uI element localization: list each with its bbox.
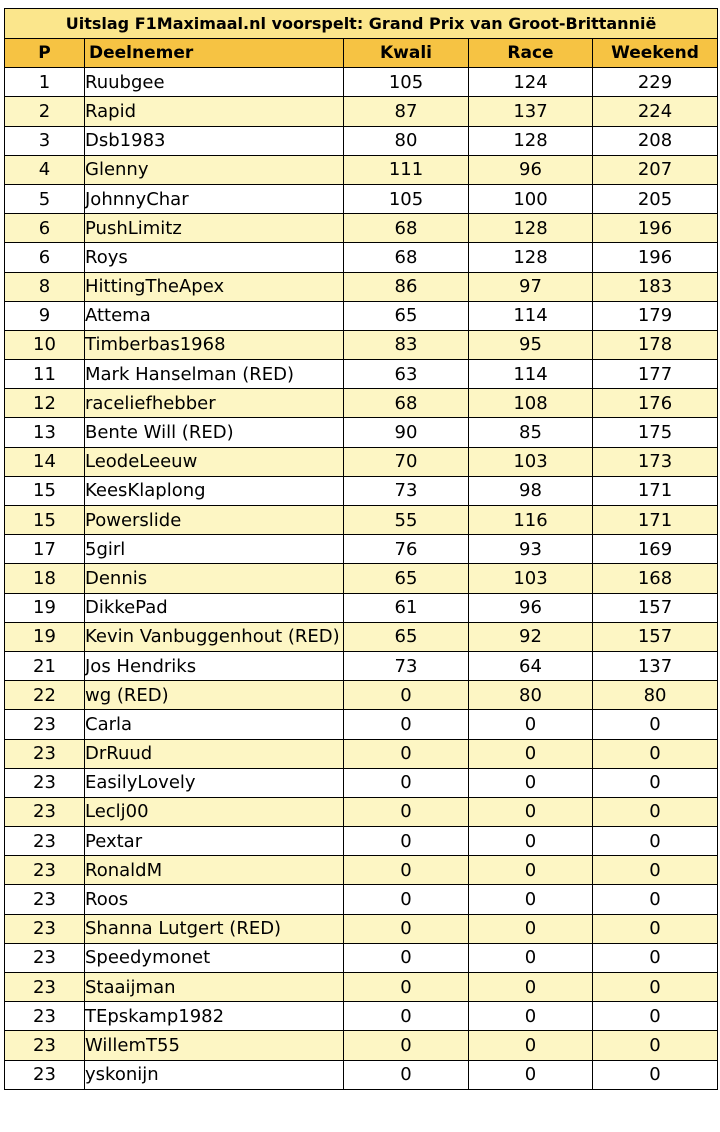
kwali-cell: 0 xyxy=(344,1002,469,1031)
weekend-cell: 173 xyxy=(593,447,718,476)
weekend-cell: 179 xyxy=(593,301,718,330)
table-row xyxy=(5,535,718,564)
participant-cell: Kevin Vanbuggenhout (RED) xyxy=(85,622,344,651)
results-body xyxy=(5,68,718,1090)
weekend-cell: 157 xyxy=(593,622,718,651)
position-cell: 5 xyxy=(5,184,85,213)
weekend-cell: 0 xyxy=(593,710,718,739)
table-row xyxy=(5,476,718,505)
participant-cell: Roos xyxy=(85,885,344,914)
position-cell: 6 xyxy=(5,243,85,272)
table-row xyxy=(5,593,718,622)
position-cell: 23 xyxy=(5,973,85,1002)
weekend-cell: 171 xyxy=(593,476,718,505)
participant-cell: Speedymonet xyxy=(85,943,344,972)
kwali-cell: 0 xyxy=(344,973,469,1002)
table-row xyxy=(5,1060,718,1089)
participant-cell: JohnnyChar xyxy=(85,184,344,213)
table-row xyxy=(5,564,718,593)
weekend-cell: 208 xyxy=(593,126,718,155)
race-cell: 114 xyxy=(469,360,593,389)
kwali-cell: 76 xyxy=(344,535,469,564)
race-cell: 85 xyxy=(469,418,593,447)
race-cell: 98 xyxy=(469,476,593,505)
table-row xyxy=(5,943,718,972)
table-row xyxy=(5,447,718,476)
position-cell: 18 xyxy=(5,564,85,593)
position-cell: 2 xyxy=(5,97,85,126)
kwali-cell: 0 xyxy=(344,768,469,797)
weekend-cell: 0 xyxy=(593,1031,718,1060)
position-cell: 13 xyxy=(5,418,85,447)
race-cell: 93 xyxy=(469,535,593,564)
column-header-race: Race xyxy=(469,39,593,68)
kwali-cell: 105 xyxy=(344,68,469,97)
kwali-cell: 0 xyxy=(344,827,469,856)
position-cell: 23 xyxy=(5,885,85,914)
race-cell: 0 xyxy=(469,1060,593,1089)
participant-cell: PushLimitz xyxy=(85,214,344,243)
participant-cell: Attema xyxy=(85,301,344,330)
participant-cell: KeesKlaplong xyxy=(85,476,344,505)
participant-cell: Ruubgee xyxy=(85,68,344,97)
participant-cell: Mark Hanselman (RED) xyxy=(85,360,344,389)
participant-cell: DrRuud xyxy=(85,739,344,768)
weekend-cell: 196 xyxy=(593,243,718,272)
kwali-cell: 0 xyxy=(344,710,469,739)
race-cell: 124 xyxy=(469,68,593,97)
weekend-cell: 196 xyxy=(593,214,718,243)
kwali-cell: 68 xyxy=(344,389,469,418)
kwali-cell: 86 xyxy=(344,272,469,301)
weekend-cell: 224 xyxy=(593,97,718,126)
race-cell: 114 xyxy=(469,301,593,330)
table-row xyxy=(5,506,718,535)
participant-cell: Carla xyxy=(85,710,344,739)
participant-cell: Staaijman xyxy=(85,973,344,1002)
race-cell: 103 xyxy=(469,447,593,476)
weekend-cell: 205 xyxy=(593,184,718,213)
position-cell: 6 xyxy=(5,214,85,243)
race-cell: 64 xyxy=(469,651,593,680)
participant-cell: wg (RED) xyxy=(85,681,344,710)
table-row xyxy=(5,1002,718,1031)
position-cell: 10 xyxy=(5,330,85,359)
weekend-cell: 171 xyxy=(593,506,718,535)
participant-cell: TEpskamp1982 xyxy=(85,1002,344,1031)
participant-cell: Timberbas1968 xyxy=(85,330,344,359)
race-cell: 128 xyxy=(469,126,593,155)
table-row xyxy=(5,914,718,943)
table-row xyxy=(5,389,718,418)
position-cell: 23 xyxy=(5,856,85,885)
race-cell: 0 xyxy=(469,973,593,1002)
kwali-cell: 63 xyxy=(344,360,469,389)
weekend-cell: 0 xyxy=(593,856,718,885)
race-cell: 0 xyxy=(469,1002,593,1031)
kwali-cell: 65 xyxy=(344,301,469,330)
position-cell: 23 xyxy=(5,739,85,768)
table-row xyxy=(5,622,718,651)
table-row xyxy=(5,126,718,155)
race-cell: 92 xyxy=(469,622,593,651)
participant-cell: EasilyLovely xyxy=(85,768,344,797)
race-cell: 0 xyxy=(469,739,593,768)
race-cell: 116 xyxy=(469,506,593,535)
position-cell: 11 xyxy=(5,360,85,389)
position-cell: 3 xyxy=(5,126,85,155)
column-header-deelnemer: Deelnemer xyxy=(85,39,344,68)
kwali-cell: 80 xyxy=(344,126,469,155)
participant-cell: Rapid xyxy=(85,97,344,126)
position-cell: 15 xyxy=(5,506,85,535)
kwali-cell: 65 xyxy=(344,622,469,651)
kwali-cell: 68 xyxy=(344,214,469,243)
weekend-cell: 0 xyxy=(593,768,718,797)
position-cell: 23 xyxy=(5,1002,85,1031)
race-cell: 0 xyxy=(469,797,593,826)
race-cell: 0 xyxy=(469,914,593,943)
participant-cell: 5girl xyxy=(85,535,344,564)
table-row xyxy=(5,856,718,885)
position-cell: 23 xyxy=(5,943,85,972)
table-row xyxy=(5,1031,718,1060)
participant-cell: Bente Will (RED) xyxy=(85,418,344,447)
kwali-cell: 70 xyxy=(344,447,469,476)
position-cell: 19 xyxy=(5,622,85,651)
title-row xyxy=(5,9,718,39)
position-cell: 14 xyxy=(5,447,85,476)
race-cell: 0 xyxy=(469,1031,593,1060)
table-row xyxy=(5,651,718,680)
weekend-cell: 0 xyxy=(593,943,718,972)
weekend-cell: 0 xyxy=(593,827,718,856)
position-cell: 4 xyxy=(5,155,85,184)
weekend-cell: 168 xyxy=(593,564,718,593)
weekend-cell: 0 xyxy=(593,1060,718,1089)
participant-cell: Pextar xyxy=(85,827,344,856)
weekend-cell: 178 xyxy=(593,330,718,359)
table-row xyxy=(5,360,718,389)
kwali-cell: 73 xyxy=(344,651,469,680)
race-cell: 103 xyxy=(469,564,593,593)
position-cell: 21 xyxy=(5,651,85,680)
kwali-cell: 0 xyxy=(344,1031,469,1060)
column-header-kwali: Kwali xyxy=(344,39,469,68)
participant-cell: Dsb1983 xyxy=(85,126,344,155)
weekend-cell: 176 xyxy=(593,389,718,418)
column-header-weekend: Weekend xyxy=(593,39,718,68)
participant-cell: Glenny xyxy=(85,155,344,184)
table-row xyxy=(5,768,718,797)
kwali-cell: 65 xyxy=(344,564,469,593)
table-row xyxy=(5,973,718,1002)
weekend-cell: 175 xyxy=(593,418,718,447)
position-cell: 8 xyxy=(5,272,85,301)
table-row xyxy=(5,243,718,272)
position-cell: 9 xyxy=(5,301,85,330)
participant-cell: RonaldM xyxy=(85,856,344,885)
table-row xyxy=(5,155,718,184)
participant-cell: LeodeLeeuw xyxy=(85,447,344,476)
weekend-cell: 137 xyxy=(593,651,718,680)
position-cell: 23 xyxy=(5,797,85,826)
kwali-cell: 111 xyxy=(344,155,469,184)
results-table xyxy=(4,8,718,1090)
position-cell: 12 xyxy=(5,389,85,418)
kwali-cell: 0 xyxy=(344,739,469,768)
column-header-p: P xyxy=(5,39,85,68)
table-row xyxy=(5,885,718,914)
table-row xyxy=(5,710,718,739)
participant-cell: Roys xyxy=(85,243,344,272)
race-cell: 108 xyxy=(469,389,593,418)
participant-cell: raceliefhebber xyxy=(85,389,344,418)
table-row xyxy=(5,330,718,359)
weekend-cell: 229 xyxy=(593,68,718,97)
kwali-cell: 90 xyxy=(344,418,469,447)
kwali-cell: 55 xyxy=(344,506,469,535)
kwali-cell: 0 xyxy=(344,797,469,826)
table-row xyxy=(5,681,718,710)
race-cell: 0 xyxy=(469,885,593,914)
weekend-cell: 0 xyxy=(593,797,718,826)
race-cell: 100 xyxy=(469,184,593,213)
table-row xyxy=(5,272,718,301)
race-cell: 95 xyxy=(469,330,593,359)
race-cell: 0 xyxy=(469,856,593,885)
weekend-cell: 183 xyxy=(593,272,718,301)
table-row xyxy=(5,184,718,213)
weekend-cell: 80 xyxy=(593,681,718,710)
participant-cell: Dennis xyxy=(85,564,344,593)
table-row xyxy=(5,214,718,243)
race-cell: 80 xyxy=(469,681,593,710)
kwali-cell: 0 xyxy=(344,1060,469,1089)
participant-cell: Powerslide xyxy=(85,506,344,535)
kwali-cell: 0 xyxy=(344,681,469,710)
table-row xyxy=(5,739,718,768)
participant-cell: HittingTheApex xyxy=(85,272,344,301)
table-title: Uitslag F1Maximaal.nl voorspelt: Grand Prix van Groot-Brittannië xyxy=(5,9,718,39)
race-cell: 128 xyxy=(469,243,593,272)
kwali-cell: 0 xyxy=(344,943,469,972)
kwali-cell: 73 xyxy=(344,476,469,505)
race-cell: 0 xyxy=(469,768,593,797)
table-row xyxy=(5,797,718,826)
race-cell: 0 xyxy=(469,943,593,972)
weekend-cell: 177 xyxy=(593,360,718,389)
participant-cell: WillemT55 xyxy=(85,1031,344,1060)
weekend-cell: 0 xyxy=(593,973,718,1002)
kwali-cell: 105 xyxy=(344,184,469,213)
weekend-cell: 169 xyxy=(593,535,718,564)
kwali-cell: 87 xyxy=(344,97,469,126)
kwali-cell: 68 xyxy=(344,243,469,272)
weekend-cell: 0 xyxy=(593,885,718,914)
race-cell: 97 xyxy=(469,272,593,301)
position-cell: 1 xyxy=(5,68,85,97)
race-cell: 128 xyxy=(469,214,593,243)
kwali-cell: 83 xyxy=(344,330,469,359)
race-cell: 96 xyxy=(469,593,593,622)
race-cell: 0 xyxy=(469,827,593,856)
kwali-cell: 0 xyxy=(344,914,469,943)
position-cell: 23 xyxy=(5,827,85,856)
weekend-cell: 157 xyxy=(593,593,718,622)
position-cell: 23 xyxy=(5,768,85,797)
kwali-cell: 61 xyxy=(344,593,469,622)
position-cell: 22 xyxy=(5,681,85,710)
header-row xyxy=(5,39,718,68)
position-cell: 23 xyxy=(5,1060,85,1089)
weekend-cell: 0 xyxy=(593,914,718,943)
kwali-cell: 0 xyxy=(344,856,469,885)
weekend-cell: 0 xyxy=(593,739,718,768)
participant-cell: DikkePad xyxy=(85,593,344,622)
participant-cell: Jos Hendriks xyxy=(85,651,344,680)
position-cell: 23 xyxy=(5,710,85,739)
race-cell: 137 xyxy=(469,97,593,126)
weekend-cell: 207 xyxy=(593,155,718,184)
weekend-cell: 0 xyxy=(593,1002,718,1031)
kwali-cell: 0 xyxy=(344,885,469,914)
position-cell: 17 xyxy=(5,535,85,564)
position-cell: 23 xyxy=(5,1031,85,1060)
table-row xyxy=(5,97,718,126)
race-cell: 0 xyxy=(469,710,593,739)
position-cell: 23 xyxy=(5,914,85,943)
participant-cell: Leclj00 xyxy=(85,797,344,826)
table-row xyxy=(5,418,718,447)
table-row xyxy=(5,68,718,97)
table-row xyxy=(5,301,718,330)
participant-cell: yskonijn xyxy=(85,1060,344,1089)
position-cell: 15 xyxy=(5,476,85,505)
position-cell: 19 xyxy=(5,593,85,622)
table-row xyxy=(5,827,718,856)
participant-cell: Shanna Lutgert (RED) xyxy=(85,914,344,943)
race-cell: 96 xyxy=(469,155,593,184)
